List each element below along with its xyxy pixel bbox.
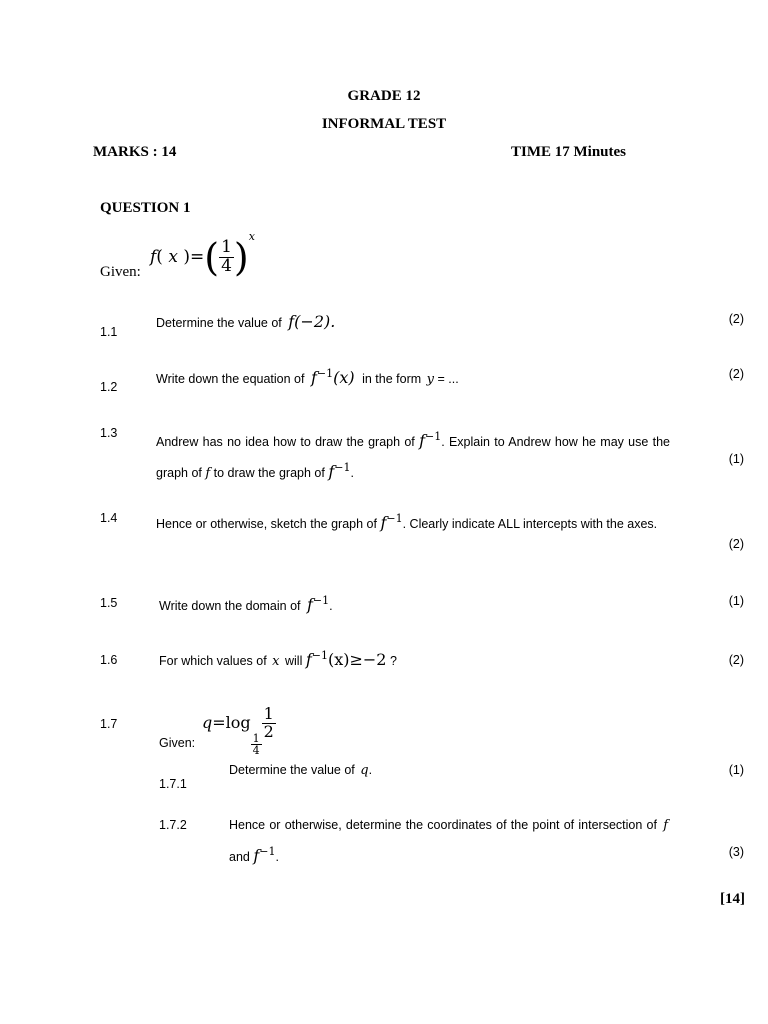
item-number-1-7: 1.7 (100, 717, 118, 731)
time-label: TIME 17 Minutes (511, 144, 627, 160)
item-text-1-3: Andrew has no idea how to draw the graph of $f^{-1}$. Explain to Andrew how he may use the graph of f to draw the graph of $f^{-1}$. (156, 430, 670, 481)
marks-1-7-1: (1) (728, 763, 744, 777)
item-number-1-7-1: 1.7.1 (159, 777, 187, 791)
given-function-equation: f( x )=( $\frac{1}{4}$ )$^x$ (150, 230, 255, 280)
total-marks: [14] (720, 891, 745, 907)
item-text-1-2: Write down the equation of $f^{-1}(x)$ in the form y = ... (156, 367, 459, 387)
marks-1-6: (2) (728, 653, 744, 667)
item-number-1-6: 1.6 (100, 653, 118, 667)
marks-label: MARKS : 14 (93, 144, 177, 160)
item-text-1-7-1: Determine the value of q. (229, 763, 373, 778)
marks-1-1: (2) (728, 312, 744, 326)
item-text-1-7-2: Hence or otherwise, determine the coordinates of the point of intersection of f and $f^{-1}$. (229, 818, 668, 865)
marks-1-4: (2) (728, 537, 744, 551)
item-text-1-1: Determine the value of f(−2). (156, 312, 336, 331)
item-number-1-1: 1.1 (100, 325, 118, 339)
marks-1-3: (1) (728, 452, 744, 466)
question-title: QUESTION 1 (100, 200, 191, 216)
grade-heading: GRADE 12 (347, 88, 421, 104)
item-text-1-5: Write down the domain of $f^{-1}$. (159, 594, 333, 614)
item-number-1-5: 1.5 (100, 596, 118, 610)
math-f-inverse-x: $f^{-1}(x)$ (310, 367, 355, 387)
given-label-1-7: Given: (159, 736, 196, 750)
marks-1-7-2: (3) (728, 845, 744, 859)
math-f-minus-2: f(−2). (288, 312, 336, 331)
marks-1-5: (1) (728, 594, 744, 608)
test-name-heading: INFORMAL TEST (321, 116, 447, 132)
item-number-1-3: 1.3 (100, 426, 118, 440)
item-text-1-4: Hence or otherwise, sketch the graph of $f^{-1}$. Clearly indicate ALL intercepts with the axes. (156, 512, 658, 532)
given-label: Given: (100, 264, 141, 280)
item-number-1-7-2: 1.7.2 (159, 818, 187, 832)
item-text-1-6: For which values of x will $f^{-1}(x)\ge-2$ ? (159, 649, 397, 669)
marks-1-2: (2) (728, 367, 744, 381)
item-number-1-2: 1.2 (100, 380, 118, 394)
item-number-1-4: 1.4 (100, 511, 118, 525)
math-q-log-equation: q=log $\frac{1}{4}$ $\frac{1}{2}$ (202, 704, 274, 758)
